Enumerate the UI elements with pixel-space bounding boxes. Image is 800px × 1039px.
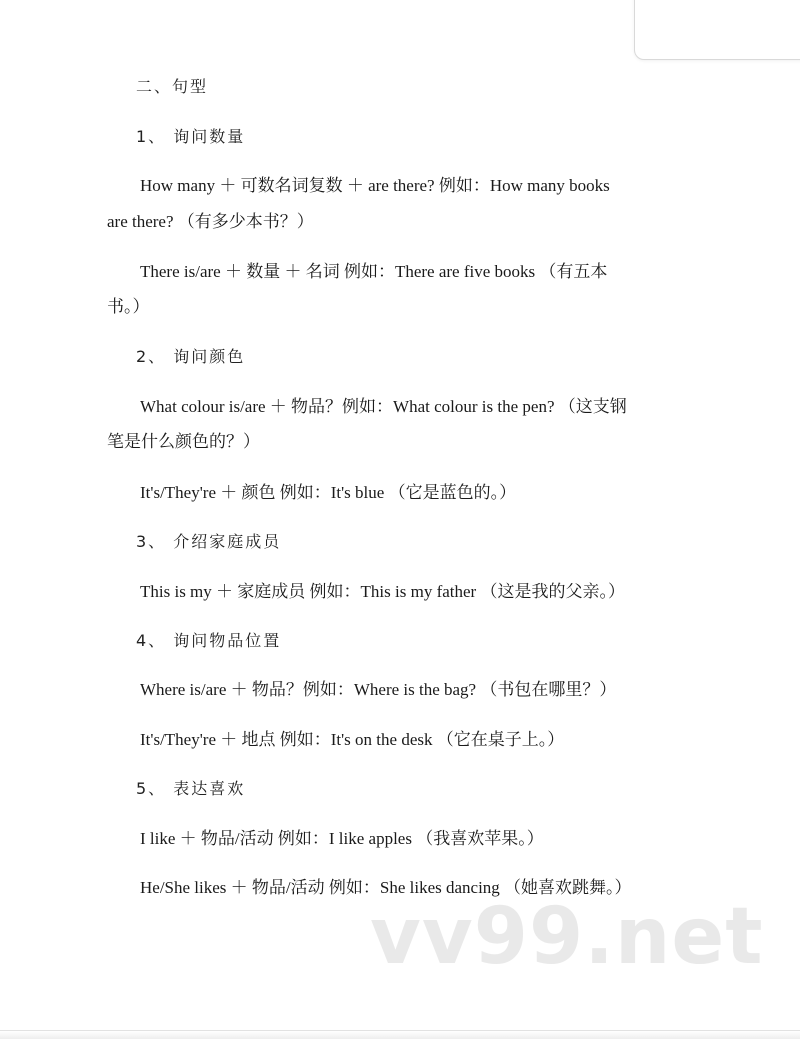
page-bottom-edge [0,1030,800,1039]
item-2-line-1: What colour is/are ＋ 物品？例如：What colour is the pen? （这支钢 [140,397,627,416]
item-2-line-3: It's/They're ＋ 颜色 例如：It's blue （它是蓝色的。） [140,483,517,502]
item-1-line-2: are there? （有多少本书？） [107,212,314,231]
item-1-line-1: How many ＋ 可数名词复数 ＋ are there? 例如：How many books [140,176,610,195]
item-heading-4: 4、 询问物品位置 [136,631,282,650]
item-5-line-2: He/She likes ＋ 物品/活动 例如：She likes dancing （她喜欢跳舞。） [140,878,632,897]
item-4-line-2: It's/They're ＋ 地点 例如：It's on the desk （它在桌子上。） [140,730,565,749]
item-heading-5: 5、 表达喜欢 [136,779,246,798]
item-1-line-3: There is/are ＋ 数量 ＋ 名词 例如：There are five books （有五本 [140,262,608,281]
section-title: 二、句型 [136,77,209,96]
item-4-line-1: Where is/are ＋ 物品？例如：Where is the bag? （书包在哪里？） [140,680,617,699]
item-2-line-2: 笔是什么颜色的？） [107,432,260,451]
item-heading-1: 1、 询问数量 [136,127,246,146]
watermark-text: vv99.net [370,892,764,982]
item-5-line-1: I like ＋ 物品/活动 例如：I like apples （我喜欢苹果。） [140,829,544,848]
item-heading-2: 2、 询问颜色 [136,347,246,366]
item-1-line-4: 书。） [107,297,150,316]
item-heading-3: 3、 介绍家庭成员 [136,532,282,551]
item-3-line-1: This is my ＋ 家庭成员 例如：This is my father （这是我的父亲。） [140,582,625,601]
page-corner-tab [634,0,800,60]
